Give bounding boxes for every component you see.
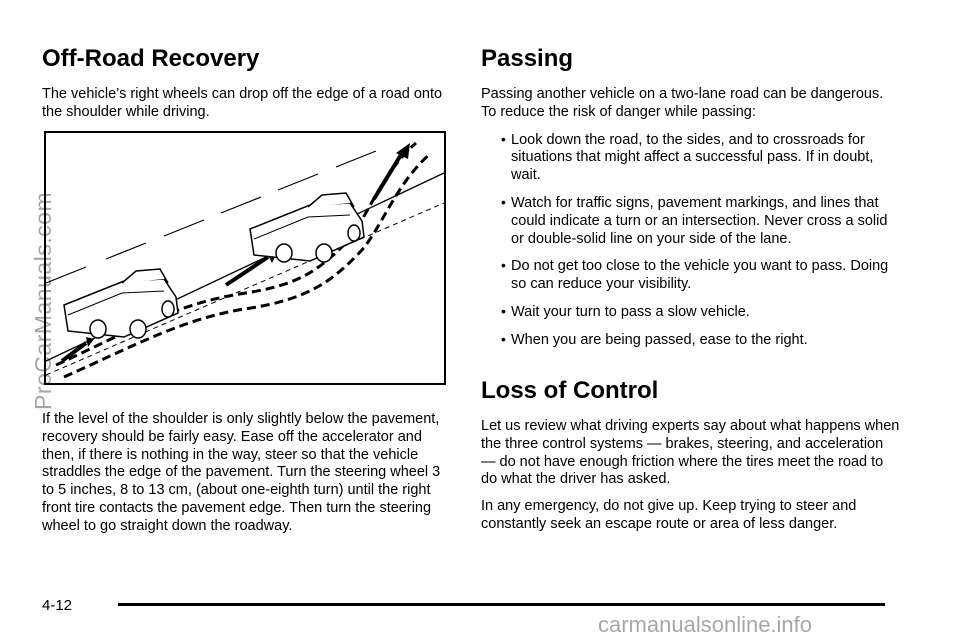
pickup-truck-icon — [250, 193, 364, 262]
section-heading-off-road-recovery: Off-Road Recovery — [42, 45, 260, 72]
bullet-icon: • — [501, 130, 506, 147]
bullet-icon: • — [501, 193, 506, 210]
passing-bullet-list — [481, 132, 901, 350]
loss-paragraph: Let us review what driving experts say about what happens when the three control systems — brakes, steering, and acceleration — do not have enough friction where the tires meet the road to do what the driver has asked. — [481, 418, 900, 488]
section-heading-loss-of-control: Loss of Control — [481, 377, 659, 404]
bottom-watermark: carmanualsonline.info — [598, 612, 813, 637]
bullet-icon: • — [501, 257, 506, 274]
road-scene — [46, 133, 444, 383]
loss-of-control-section — [481, 376, 901, 543]
off-road-recovery-illustration — [44, 131, 446, 385]
list-item: • Do not get too close to the vehicle you want to pass. Doing so can reduce your visibility. — [501, 257, 889, 293]
list-item: • Wait your turn to pass a slow vehicle. — [501, 302, 750, 320]
pickup-truck-icon — [64, 269, 178, 338]
list-item: • Watch for traffic signs, pavement markings, and lines that could indicate a turn or an intersection. Never cross a solid or double-solid line on your side of the lane. — [501, 193, 888, 247]
loss-paragraph: In any emergency, do not give up. Keep trying to steer and constantly seek an escape route or area of less danger. — [481, 498, 857, 532]
bullet-icon: • — [501, 302, 506, 319]
recovery-path-inner — [64, 153, 431, 377]
passing-intro: Passing another vehicle on a two-lane road can be dangerous. To reduce the risk of danger while passing: — [481, 86, 884, 120]
left-column — [42, 44, 452, 122]
section-heading-passing: Passing — [481, 45, 574, 72]
off-road-intro: The vehicle’s right wheels can drop off the edge of a road onto the shoulder while driving. — [42, 86, 443, 120]
list-item: • Look down the road, to the sides, and to crossroads for situations that might affect a successful pass. If in doubt, wait. — [501, 130, 874, 184]
path-arrow-icon — [374, 143, 410, 199]
footer-rule — [118, 603, 885, 606]
bullet-icon: • — [501, 330, 506, 347]
list-item: • When you are being passed, ease to the right. — [501, 330, 808, 348]
off-road-paragraph: If the level of the shoulder is only slightly below the pavement, recovery should be fairly easy. Ease off the accelerator and then, if there is nothing in the way, steer so that the vehicle straddles the edge of the pavement. Turn the steering wheel 3 to 5 inches, 8 to 13 cm, (about one-eighth turn) until the right front tire contacts the pavement edge. Then turn the steering wheel to go straight down the roadway. — [42, 411, 441, 534]
right-column — [481, 44, 901, 360]
side-watermark: ProCarManuals.com — [30, 191, 56, 410]
page-number: 4-12 — [42, 597, 73, 614]
off-road-recovery-text — [42, 411, 454, 536]
